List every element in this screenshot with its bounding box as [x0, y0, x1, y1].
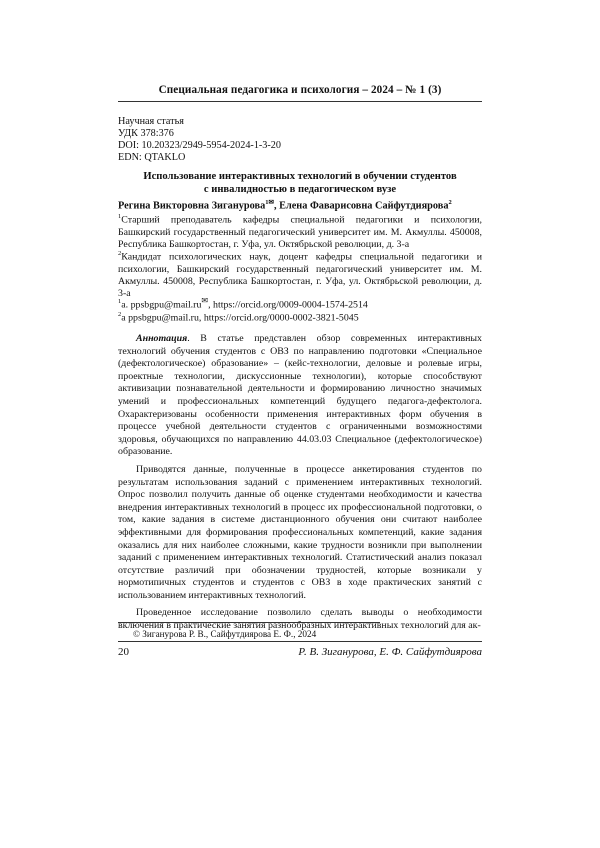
footnote-rule [118, 622, 380, 623]
title-line-2: с инвалидностью в педагогическом вузе [203, 184, 397, 195]
article-title [118, 170, 482, 196]
article-meta [118, 116, 281, 164]
contact-1: $^1$a. ppsbgpu@mail.ru✉, https://orcid.org/0009-0004-1574-2514 [118, 296, 368, 311]
edn: EDN: QTAKLO [118, 152, 186, 163]
article-type: Научная статья [118, 116, 184, 127]
author-1-mark: 1✉ [265, 199, 274, 206]
affiliation-1-text: Старший преподаватель кафедры специальной педагогики и психологии, Башкирский государственный педагогический университет им. М. Акмуллы. 450008, Республика Башкортостан, г. Уфа, ул. Октябрьской революции, д. 3-а [118, 214, 482, 250]
journal-header: Специальная педагогика и психология – 2024 – № 1 (3) [158, 84, 442, 96]
abstract-paragraph-1 [118, 333, 482, 459]
abstract-paragraph-2: Приводятся данные, полученные в процессе анкетирования студентов по результатам использования заданий с применением интерактивных технологий. Опрос позволил получить данные об оценке студентами необходимости и качества внедрения интерактивных технологий в процесс их профессиональной подготовки, о том, какие задания в системе дистанционного обучения они считают наиболее эффективными для формирования профессиональных компетенций, какие задания оказались для них наиболее сложными, какие трудности возникли при выполнении заданий с применением интерактивных технологий. Статистический анализ показал отсутствие различий при обозначении трудностей, которые возникали у нормотипичных студентов и студентов с ОВЗ в ходе практических занятий с использованием интерактивных технологий. [118, 463, 482, 601]
authors-separator: , [273, 200, 280, 212]
affiliation-2 [118, 248, 482, 300]
abstract-paragraph-3: Проведенное исследование позволило сделать выводы о необходимости включения в практические занятия разнообразных интерактивных технологий для ак- [118, 607, 482, 632]
footer-rule [118, 641, 482, 642]
udc-code: УДК 378:376 [118, 128, 174, 139]
authors-line [118, 198, 482, 211]
affiliation-2-text: Кандидат психологических наук, доцент кафедры специальной педагогики и психологии, Башкирский государственный педагогический университет им. М. Акмуллы. 450008, Республика Башкортостан, г. Уфа, ул. Октябрьской революции, д. 3-а [118, 251, 482, 299]
author-2-mark: 2 [448, 199, 452, 206]
contact-2 [118, 309, 359, 324]
author-2: Елена Фаварисовна Сайфутдиярова [279, 200, 449, 212]
contact-2-text[interactable]: a ppsbgpu@mail.ru, https://orcid.org/0000-0002-3821-5045 [121, 312, 359, 324]
author-1: Регина Викторовна Зиганурова [118, 200, 266, 212]
abstract-section [118, 333, 482, 633]
abstract-label: Аннотация [136, 333, 188, 344]
contact-1-email[interactable]: a. ppsbgpu@mail.ru [121, 299, 202, 311]
page-number: 20 [118, 646, 129, 658]
running-authors: Р. В. Зиганурова, Е. Ф. Сайфутдиярова [298, 646, 482, 658]
copyright-note: © Зиганурова Р. В., Сайфутдиярова Е. Ф., 2024 [133, 629, 317, 639]
header-rule [118, 101, 482, 102]
affiliation-2-mark: 2 [118, 250, 122, 257]
title-line-1: Использование интерактивных технологий в обучении студентов [143, 171, 457, 182]
abstract-text-1: . В статье представлен обзор современных интерактивных технологий обучения студентов с ОВЗ по направлению подготовки «Специальное (дефектологическое) образование» – (кейс-технологии, деловые и ролевые игры, проектные технологии, дискуссионные технологии), которые способствуют активизации познавательной деятельности и формированию личностно значимых умений и профессиональных компетенций будущего педагога-дефектолога. Охарактеризованы особенности применения интерактивных форм обучения в процессе учебной деятельности студентов с ограниченными возможностями здоровья, обучающихся по направлению 44.03.03 Специальное (дефектологическое) образование. [118, 333, 482, 458]
contact-2-mark: 2 [118, 311, 122, 318]
doi: DOI: 10.20323/2949-5954-2024-1-3-20 [118, 140, 281, 151]
affiliation-1 [118, 211, 482, 251]
affiliation-1-mark: 1 [118, 213, 122, 220]
contact-1-orcid[interactable]: , https://orcid.org/0009-0004-1574-2514 [208, 299, 368, 311]
contact-1-mark: 1 [118, 298, 122, 305]
